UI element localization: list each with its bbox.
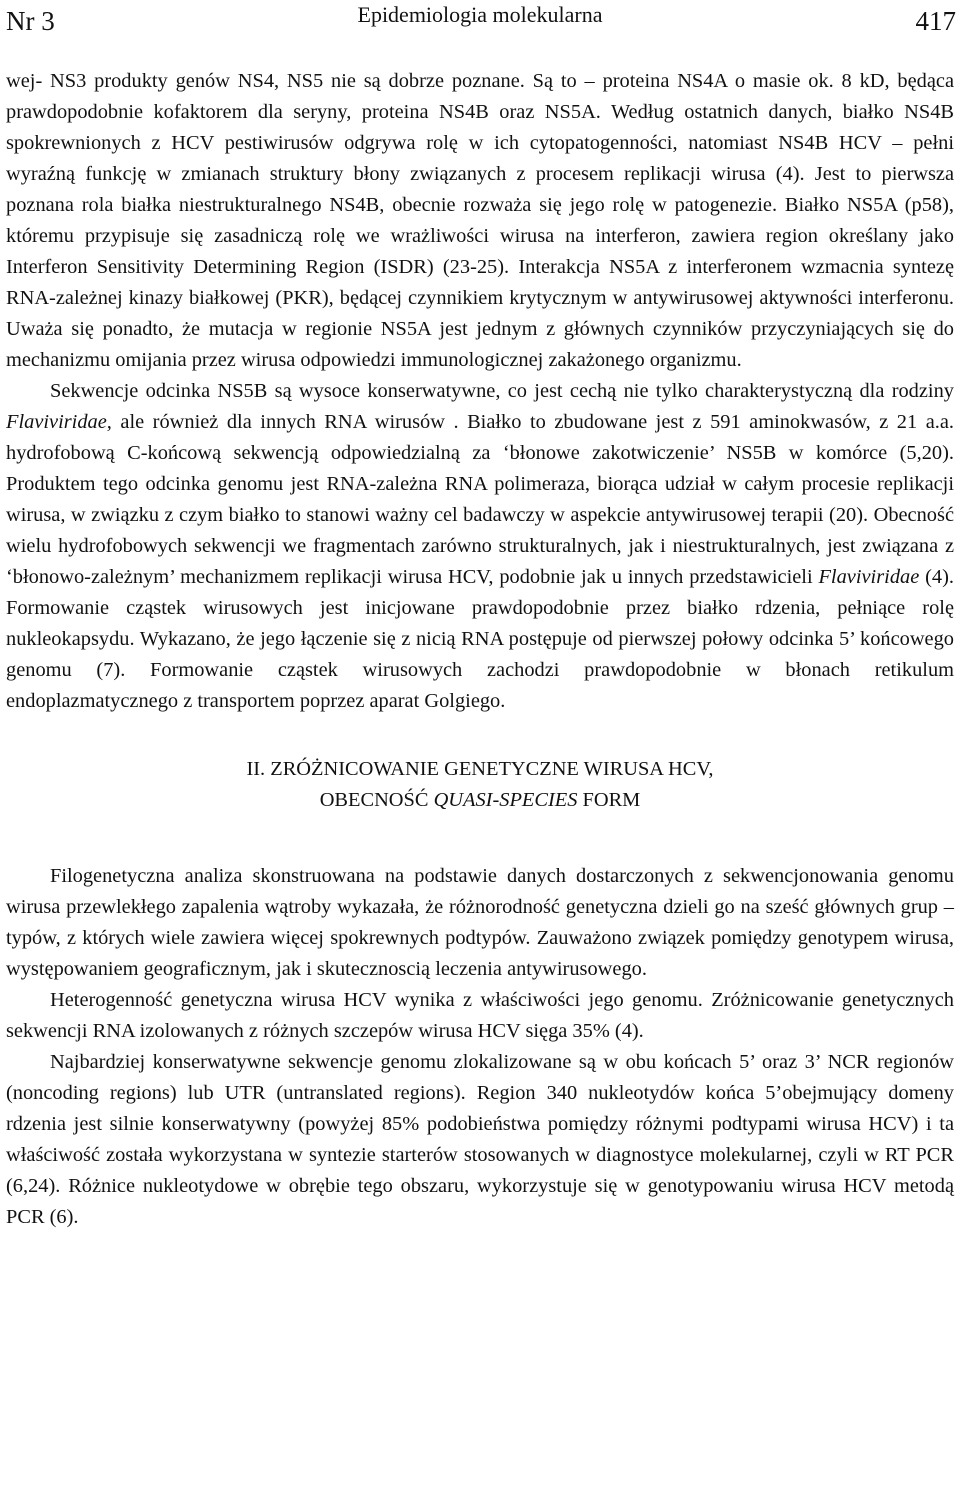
page-header <box>0 0 960 40</box>
section-heading <box>6 754 954 816</box>
article-body <box>6 66 954 1233</box>
running-head: Epidemiologia molekularna <box>357 2 603 27</box>
paragraph-ns4-ns5: wej- NS3 produkty genów NS4, NS5 nie są dobrze poznane. Są to – proteina NS4A o masie ok. 8 kD, będąca prawdopodobnie kofaktorem dla seryny, proteina NS4B oraz NS5A. Według ostatnich danych, białko NS4B spokrewnionych z HCV pestiwirusów odgrywa rolę w ich cytopatogenności, natomiast NS4B HCV – pełni wyraźną funkcję w zmianach struktury błony związanych z procesem replikacji wirusa (4). Jest to pierwsza poznana rola białka niestrukturalnego NS4B, obecnie rozważa się jego rolę w patogenezie. Białko NS5A (p58), któremu przypisuje się zasadniczą rolę we wrażliwości wirusa na interferon, zawiera region określany jako Interferon Sensitivity Determining Region (ISDR) (23-25). Interakcja NS5A z interferonem wzmacnia syntezę RNA-zależnej kinazy białkowej (PKR), będącej czynnikiem krytycznym w antywirusowej aktywności interferonu. Uważa się ponadto, że mutacja w regionie NS5A jest jednym z głównych czynników przyczyniających się do mechanizmu omijania przez wirusa odpowiedzi immunologicznej zakażonego organizmu. <box>6 70 954 371</box>
heading-italic: QUASI-SPECIES <box>433 789 578 811</box>
italic-term: Flaviviridae <box>818 566 920 588</box>
page-number: 417 <box>915 6 956 36</box>
paragraph-phylogenetics: Filogenetyczna analiza skonstruowana na podstawie danych dostarczonych z sekwencjonowania genomu wirusa przewlekłego zapalenia wątroby wykazała, że różnorodność genetyczna dzieli go na sześć głównych grup – typów, z których wiele zawiera więcej spokrewnych podtypów. Zauważono związek pomiędzy genotypem wirusa, występowaniem geograficznym, jak i skutecznoscią leczenia antywirusowego. <box>6 865 954 980</box>
text-run: ale również dla innych RNA wirusów . Białko to zbudowane jest z 591 aminokwasów, z 21 a.a. hydrofobową C-końcową sekwencją odpowiedzialną za ‘błonowe zakotwiczenie’ NS5B w komórce (5,20). Produktem tego odcinka genomu jest RNA-zależna RNA polimeraza, biorąca udział w całym procesie replikacji wirusa, w związku z czym białko to stanowi ważny cel badawczy w aspekcie antywirusowej terapii (20). Obecność wielu hydrofobowych sekwencji we fragmentach zarówno strukturalnych, jak i niestrukturalnych, jest związana z ‘błonowo-zależnym’ mechanizmem replikacji wirusa HCV, podobnie jak u innych przedstawicieli <box>6 411 954 588</box>
italic-term: Flaviviridae, <box>6 411 112 433</box>
paragraph-heterogeneity: Heterogenność genetyczna wirusa HCV wynika z właściwości jego genomu. Zróżnicowanie genetycznych sekwencji RNA izolowanych z różnych szczepów wirusa HCV sięga 35% (4). <box>6 989 954 1042</box>
text-run: (4). Formowanie cząstek wirusowych jest inicjowane prawdopodobnie przez białko rdzenia, pełniące rolę nukleokapsydu. Wykazano, że jego łączenie się z nicią RNA postępuje od pierwszej połowy odcinka 5’ końcowego genomu (7). Formowanie cząstek wirusowych zachodzi prawdopodobnie w błonach retikulum endoplazmatycznego z transportem poprzez aparat Golgiego. <box>6 566 954 712</box>
section-heading-line1: II. ZRÓŻNICOWANIE GENETYCZNE WIRUSA HCV, <box>246 758 714 780</box>
section-heading-line2 <box>6 785 954 816</box>
issue-number: Nr 3 <box>6 6 55 36</box>
paragraph-conserved-regions: Najbardziej konserwatywne sekwencje genomu zlokalizowane są w obu końcach 5’ oraz 3’ NCR regionów (noncoding regions) lub UTR (untranslated regions). Region 340 nukleotydów końca 5’obejmujący domeny rdzenia jest silnie konserwatywny (powyżej 85% podobieństwa pomiędzy różnymi podtypami wirusa HCV) i ta właściwość została wykorzystana w syntezie starterów stosowanych w diagnostyce molekularnej, czyli w RT PCR (6,24). Różnice nukleotydowe w obrębie tego obszaru, wykorzystuje się w genotypowaniu wirusa HCV metodą PCR (6). <box>6 1051 954 1228</box>
paragraph-ns5b <box>6 376 954 717</box>
heading-text: OBECNOŚĆ <box>319 789 434 811</box>
text-run: Sekwencje odcinka NS5B są wysoce konserwatywne, co jest cechą nie tylko charakterystyczną dla rodziny <box>50 380 954 402</box>
heading-text: FORM <box>577 789 641 811</box>
